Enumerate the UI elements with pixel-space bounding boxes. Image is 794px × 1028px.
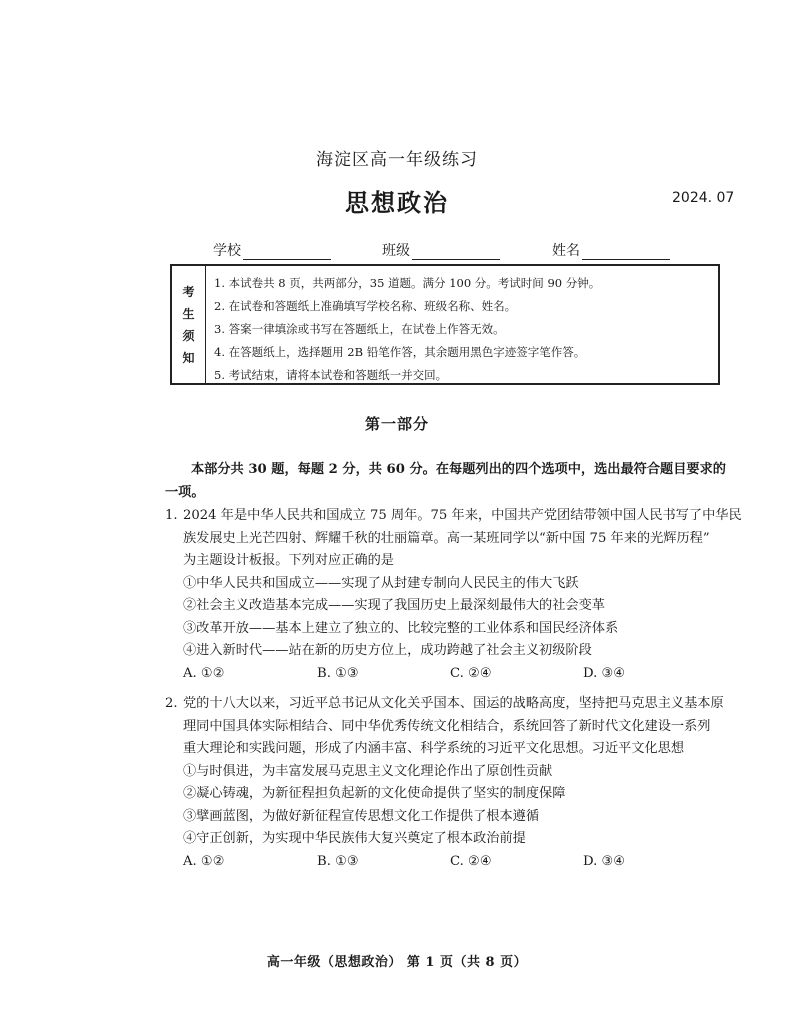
option-b[interactable]: B. ①③ bbox=[317, 853, 359, 869]
class-label: 班级 bbox=[382, 243, 410, 259]
page-footer: 高一年级（思想政治） 第 1 页（共 8 页） bbox=[266, 955, 528, 970]
question-number: 1. bbox=[165, 508, 178, 523]
exam-date: 2024. 07 bbox=[672, 190, 735, 206]
statement: ①与时俱进，为丰富发展马克思主义文化理论作出了原创性贡献 bbox=[183, 763, 553, 779]
notice-side-label: 考 生 须 知 bbox=[172, 266, 206, 383]
question-stem: 为主题设计板报。下列对应正确的是 bbox=[183, 553, 394, 568]
notice-item: 3. 答案一律填涂或书写在答题纸上，在试卷上作答无效。 bbox=[214, 322, 505, 336]
notice-item: 1. 本试卷共 8 页，共两部分，35 道题。满分 100 分。考试时间 90 分钟。 bbox=[214, 276, 601, 290]
option-a[interactable]: A. ①② bbox=[183, 853, 225, 869]
option-d[interactable]: D. ③④ bbox=[583, 665, 626, 681]
part-one-instructions: 本部分共 30 题，每题 2 分，共 60 分。在每题列出的四个选项中，选出最符合题目要求的 一项。 bbox=[165, 462, 726, 500]
school-field bbox=[213, 240, 331, 260]
question-stem: 族发展史上光芒四射、辉耀千秋的壮丽篇章。高一某班同学以“新中国 75 年来的光辉历程” bbox=[183, 530, 710, 546]
question-stem: 理同中国具体实际相结合、同中华优秀传统文化相结合，系统回答了新时代文化建设一系列 bbox=[183, 718, 711, 734]
school-label: 学校 bbox=[213, 243, 241, 259]
answer-options bbox=[165, 851, 735, 874]
name-field bbox=[552, 240, 670, 260]
option-c[interactable]: C. ②④ bbox=[450, 665, 492, 681]
statement: ③改革开放——基本上建立了独立的、比较完整的工业体系和国民经济体系 bbox=[183, 620, 619, 636]
statement: ④进入新时代——站在新的历史方位上，成功跨越了社会主义初级阶段 bbox=[183, 643, 592, 658]
question-1 bbox=[165, 505, 742, 686]
statement: ③擘画蓝图，为做好新征程宣传思想文化工作提供了根本遵循 bbox=[183, 808, 540, 824]
notice-list bbox=[214, 272, 712, 387]
name-label: 姓名 bbox=[552, 243, 580, 259]
statement: ④守正创新，为实现中华民族伟大复兴奠定了根本政治前提 bbox=[183, 831, 526, 846]
statement: ①中华人民共和国成立——实现了从封建专制向人民民主的伟大飞跃 bbox=[183, 575, 579, 591]
exam-notice-box bbox=[170, 264, 720, 385]
option-b[interactable]: B. ①③ bbox=[317, 665, 359, 681]
question-stem: 2024 年是中华人民共和国成立 75 周年。75 年来，中国共产党团结带领中国人民书写了中华民 bbox=[183, 508, 742, 523]
answer-options bbox=[165, 663, 735, 686]
notice-item: 4. 在答题纸上，选择题用 2B 铅笔作答，其余题用黑色字迹签字笔作答。 bbox=[214, 345, 586, 359]
statement: ②社会主义改造基本完成——实现了我国历史上最深刻最伟大的社会变革 bbox=[183, 598, 605, 613]
question-stem: 党的十八大以来，习近平总书记从文化关乎国本、国运的战略高度，坚持把马克思主义基本原 bbox=[183, 696, 724, 711]
subject-title: 思想政治 bbox=[345, 188, 449, 217]
notice-item: 2. 在试卷和答题纸上准确填写学校名称、班级名称、姓名。 bbox=[214, 299, 517, 313]
question-2 bbox=[165, 693, 735, 874]
class-field bbox=[382, 240, 500, 260]
part-one-title: 第一部分 bbox=[364, 415, 429, 433]
question-stem: 重大理论和实践问题，形成了内涵丰富、科学系统的习近平文化思想。习近平文化思想 bbox=[183, 741, 685, 756]
school-blank bbox=[243, 245, 331, 260]
class-blank bbox=[412, 245, 500, 260]
option-a[interactable]: A. ①② bbox=[183, 665, 225, 681]
option-c[interactable]: C. ②④ bbox=[450, 853, 492, 869]
name-blank bbox=[582, 245, 670, 260]
option-d[interactable]: D. ③④ bbox=[583, 853, 626, 869]
statement: ②凝心铸魂，为新征程担负起新的文化使命提供了坚实的制度保障 bbox=[183, 786, 566, 801]
question-number: 2. bbox=[165, 696, 178, 711]
exam-title: 海淀区高一年级练习 bbox=[316, 150, 478, 170]
notice-item: 5. 考试结束，请将本试卷和答题纸一并交回。 bbox=[214, 368, 448, 382]
